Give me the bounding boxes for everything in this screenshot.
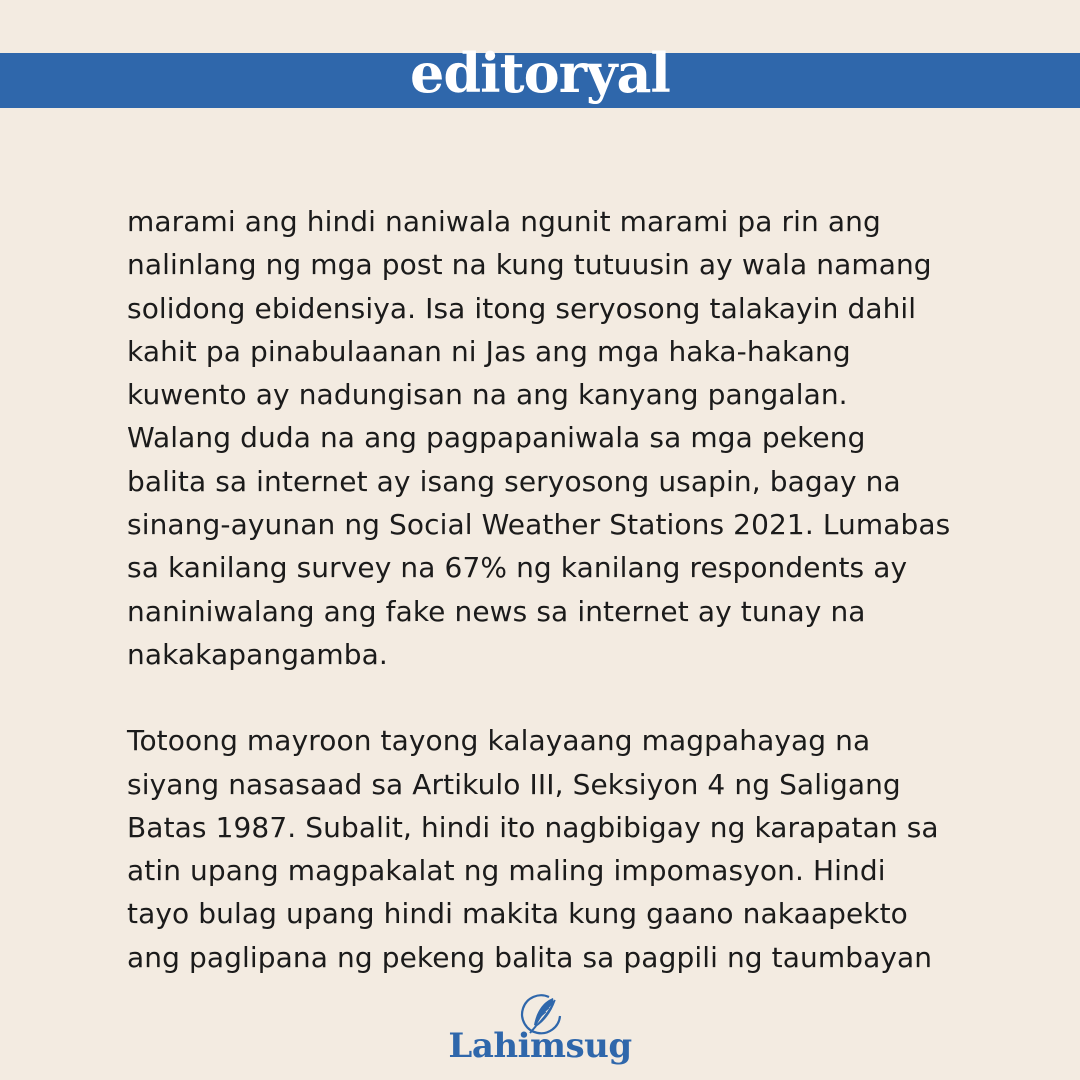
text-line: siyang nasasaad sa Artikulo III, Seksiyon 4 ng Saligang — [127, 767, 901, 801]
text-line: solidong ebidensiya. Isa itong seryosong talakayin dahil — [127, 291, 917, 325]
text-line: nalinlang ng mga post na kung tutuusin ay wala namang — [127, 248, 932, 282]
lahimsug-logo — [440, 990, 640, 1070]
text-line: sinang-ayunan ng Social Weather Stations 2021. Lumabas — [127, 508, 951, 542]
text-line: atin upang magpakalat ng maling impomasyon. Hindi — [127, 854, 886, 888]
logo-wordmark: Lahimsug — [448, 1026, 632, 1066]
text-line: ang paglipana ng pekeng balita sa pagpili ng taumbayan — [127, 940, 933, 974]
text-line: Totoong mayroon tayong kalayaang magpahayag na — [127, 724, 871, 758]
text-line: kahit pa pinabulaanan ni Jas ang mga haka-hakang — [127, 334, 851, 368]
text-line: balita sa internet ay isang seryosong usapin, bagay na — [127, 464, 901, 498]
banner-title: editoryal — [410, 41, 670, 105]
paragraph-2 — [127, 719, 957, 979]
text-line: naniniwalang ang fake news sa internet ay tunay na — [127, 594, 866, 628]
header-banner — [0, 41, 1080, 108]
paragraph-1 — [127, 200, 957, 676]
text-line: sa kanilang survey na 67% ng kanilang respondents ay — [127, 551, 908, 585]
text-line: Walang duda na ang pagpapaniwala sa mga pekeng — [127, 421, 866, 455]
text-line: nakakapangamba. — [127, 637, 388, 671]
text-line: tayo bulag upang hindi makita kung gaano nakaapekto — [127, 897, 908, 931]
text-line: Batas 1987. Subalit, hindi ito nagbibigay ng karapatan sa — [127, 810, 939, 844]
article-body — [127, 200, 957, 979]
text-line: kuwento ay nadungisan na ang kanyang pangalan. — [127, 378, 848, 412]
text-line: marami ang hindi naniwala ngunit marami pa rin ang — [127, 205, 881, 238]
